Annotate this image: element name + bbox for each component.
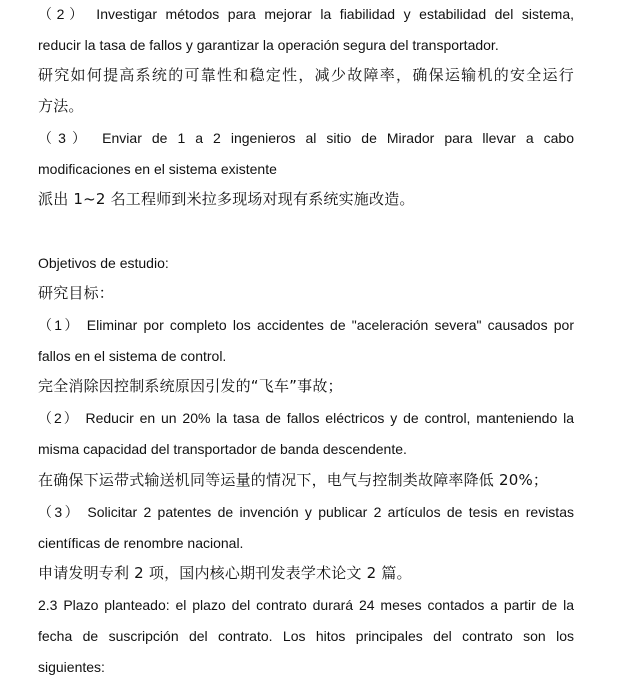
text-line: （1） Eliminar por completo los accidentes de "aceleración severa" causados por xyxy=(38,317,574,333)
section-heading: 研究目标： xyxy=(38,284,115,302)
text-line: siguientes: xyxy=(38,659,105,675)
text-line: 申请发明专利 2 项，国内核心期刊发表学术论文 2 篇。 xyxy=(38,564,412,582)
text-line: misma capacidad del transportador de banda descendente. xyxy=(38,441,407,457)
text-line: 方法。 xyxy=(38,97,84,115)
text-line: 2.3 Plazo planteado: el plazo del contrato durará 24 meses contados a partir de la xyxy=(38,597,574,613)
text-line: fallos en el sistema de control. xyxy=(38,348,227,364)
text-line: 研究如何提高系统的可靠性和稳定性，减少故障率，确保运输机的安全运行 xyxy=(38,66,574,84)
text-line: 完全消除因控制系统原因引发的“飞车”事故； xyxy=(38,377,343,395)
text-line: （2） Investigar métodos para mejorar la fiabilidad y estabilidad del sistema, xyxy=(38,6,574,22)
text-line: （3） Enviar de 1 a 2 ingenieros al sitio de Mirador para llevar a cabo xyxy=(38,130,574,146)
text-line: 在确保下运带式输送机同等运量的情况下，电气与控制类故障率降低 20%； xyxy=(38,471,549,489)
section-heading: Objetivos de estudio: xyxy=(38,255,169,271)
text-line: （3） Solicitar 2 patentes de invención y publicar 2 artículos de tesis en revistas xyxy=(38,504,574,520)
text-line: fecha de suscripción del contrato. Los hitos principales del contrato son los xyxy=(38,628,574,644)
text-line: científicas de renombre nacional. xyxy=(38,535,244,551)
text-line: reducir la tasa de fallos y garantizar la operación segura del transportador. xyxy=(38,37,499,53)
text-line: modificaciones en el sistema existente xyxy=(38,161,277,177)
text-line: （2） Reducir en un 20% la tasa de fallos eléctricos y de control, manteniendo la xyxy=(38,410,574,426)
text-line: 派出 1~2 名工程师到米拉多现场对现有系统实施改造。 xyxy=(38,190,415,208)
